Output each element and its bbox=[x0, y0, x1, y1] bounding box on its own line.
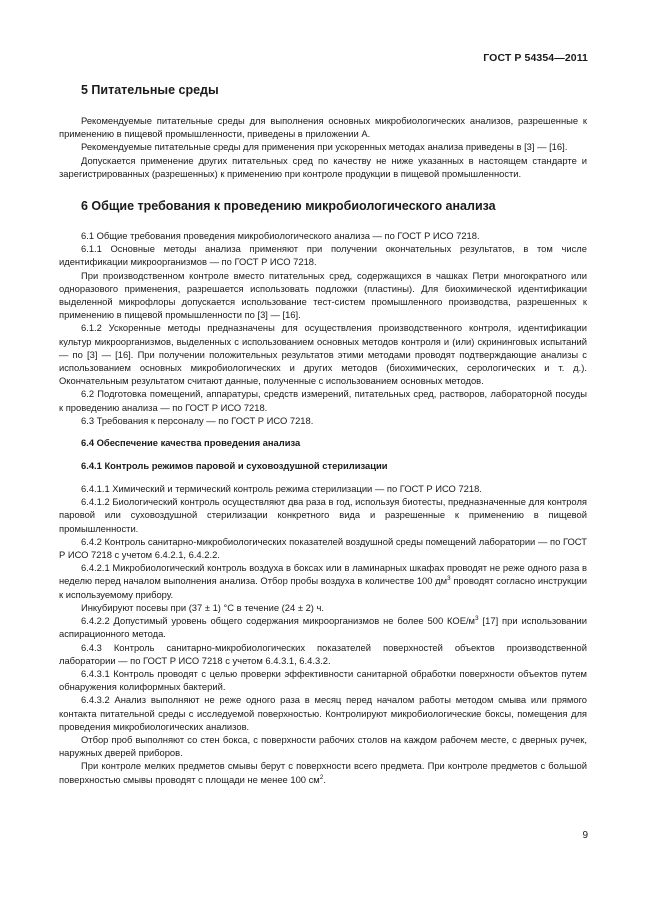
section-5-title: 5 Питательные среды bbox=[81, 83, 219, 97]
subsection-6-4-title: 6.4 Обеспечение качества проведения анализа bbox=[81, 437, 301, 449]
paragraph: 6.1.2 Ускоренные методы предназначены для осуществления производственного контроля, идентификации культур микроорганизмов, выделенных с использованием основных методов контроля и (или) скрининговых испытаний — по [3] — [16]. При получении положительных результатов этими методами проводят подтверждающие анализы с использованием основных микробиологических и других методов (биохимических, серологических и т. д.). Окончательным результатом считают данные, полученные с использованием основных методов. bbox=[59, 322, 587, 387]
standard-header: ГОСТ Р 54354—2011 bbox=[483, 52, 588, 64]
subsection-6-4-1-title: 6.4.1 Контроль режимов паровой и суховоздушной стерилизации bbox=[81, 460, 388, 472]
paragraph: 6.4.3.2 Анализ выполняют не реже одного раза в месяц перед началом работы методом смыва или прямого контакта питательной среды с исследуемой поверхностью. Контролируют микробиологические боксы, помещения для проведения микробиологических анализов. bbox=[59, 694, 587, 732]
paragraph: Рекомендуемые питательные среды для выполнения основных микробиологических анализов, разрешенные к применению в пищевой промышленности, приведены в приложении А. bbox=[59, 115, 587, 140]
paragraph: Допускается применение других питательных сред по качеству не ниже указанных в настоящем стандарте и зарегистрированных (разрешенных) к применению при контроле продукции в пищевой промышленности. bbox=[59, 154, 587, 179]
paragraph: При производственном контроле вместо питательных сред, содержащихся в чашках Петри многократного или одноразового применения, разрешается использовать подложки (пластины). Для биохимической идентификации выделенной микрофлоры допускается использование тест-систем промышленного производства, разрешенных к применению в пищевой промышленности по [3] — [16]. bbox=[59, 269, 587, 321]
paragraph: Отбор проб выполняют со стен бокса, с поверхности рабочих столов на каждом рабочем месте, с дверных ручек, наружных дверей приборов. bbox=[59, 733, 587, 759]
paragraph: 6.4.2 Контроль санитарно-микробиологических показателей воздушной среды помещений лаборатории — по ГОСТ Р ИСО 7218 с учетом 6.4.2.1, 6.4.2.2. bbox=[59, 535, 587, 561]
paragraph: 6.3 Требования к персоналу — по ГОСТ Р ИСО 7218. bbox=[81, 414, 314, 426]
page-content bbox=[59, 82, 587, 786]
page-number: 9 bbox=[582, 830, 588, 841]
paragraph: 6.4.3.1 Контроль проводят с целью проверки эффективности санитарной обработки поверхности объектов путем обнаружения колиформных бактерий. bbox=[59, 667, 587, 693]
paragraph: 6.1.1 Основные методы анализа применяют при получении окончательных результатов, в том числе идентификации микроорганизмов — по ГОСТ Р ИСО 7218. bbox=[59, 243, 587, 268]
section-6-title: 6 Общие требования к проведению микробиологического анализа bbox=[81, 199, 496, 214]
paragraph: Рекомендуемые питательные среды для применения при ускоренных методах анализа приведены в [3] — [16]. bbox=[81, 141, 568, 153]
paragraph: При контроле мелких предметов смывы берут с поверхности всего предмета. При контроле предметов с большой поверхностью смывы проводят с площади не менее 100 $см^2$. bbox=[59, 760, 587, 785]
paragraph: 6.4.3 Контроль санитарно-микробиологических показателей поверхностей объектов производственной лаборатории — по ГОСТ Р ИСО 7218 с учетом 6.4.3.1, 6.4.3.2. bbox=[59, 641, 587, 666]
paragraph: Инкубируют посевы при (37 ± 1) °С в течение (24 ± 2) ч. bbox=[81, 601, 324, 613]
paragraph: 6.4.2.2 Допустимый уровень общего содержания микроорганизмов не более 500 КОЕ/$м^3$ [17] при использовании аспирационного метода. bbox=[59, 614, 587, 640]
paragraph: 6.1 Общие требования проведения микробиологического анализа — по ГОСТ Р ИСО 7218. bbox=[81, 230, 480, 242]
paragraph: 6.4.1.2 Биологический контроль осуществляют два раза в год, используя биотесты, предназначенные для контроля паровой или суховоздушной стерилизации конкретного вида и разрешенные к применению в пищевой промышленности. bbox=[59, 496, 587, 534]
paragraph: 6.4.1.1 Химический и термический контроль режима стерилизации — по ГОСТ Р ИСО 7218. bbox=[81, 483, 482, 495]
paragraph: 6.4.2.1 Микробиологический контроль воздуха в боксах или в ламинарных шкафах проводят не реже одного раза в неделю перед началом выполнения анализа. Отбор пробы воздуха в количестве 100 $дм^3$ проводят согласно инструкции к используемому прибору. bbox=[59, 562, 587, 600]
paragraph: 6.2 Подготовка помещений, аппаратуры, средств измерений, питательных сред, растворов, лабораторной посуды к проведению анализа — по ГОСТ Р ИСО 7218. bbox=[59, 388, 587, 413]
